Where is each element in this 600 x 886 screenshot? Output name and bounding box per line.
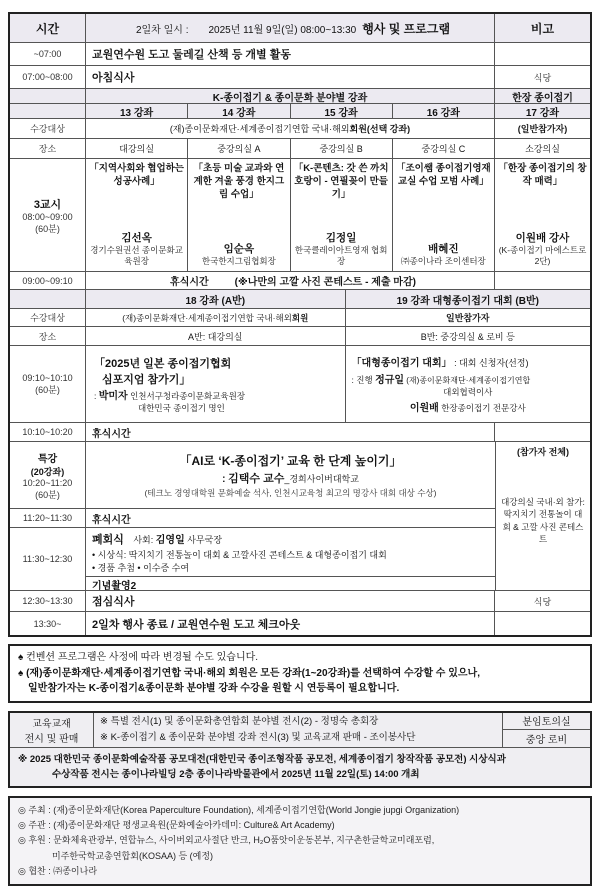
- section1-title: K-종이접기 & 종이문화 분야별 강좌: [86, 89, 495, 103]
- section2-time-empty: [10, 290, 86, 308]
- break1-contest-deadline: (※나만의 고깔 사진 콘테스트 - 제출 마감): [234, 277, 416, 288]
- seminar-duration: (60분): [35, 384, 60, 395]
- closing-cell: [86, 528, 495, 590]
- break2-time: 10:10~10:20: [10, 423, 86, 441]
- special-note-body: 대강의실 국내·외 참가: 딱지치기 전통놀이 대회 & 고깔 사진 콘테스트: [501, 497, 585, 544]
- lecture-14-header: 14 강좌: [188, 104, 290, 118]
- program-header-title: 행사 및 프로그램: [362, 21, 451, 36]
- lecture-13-speaker-block: [88, 228, 185, 267]
- lecture-14-speaker-block: [190, 239, 287, 267]
- class-b-host2: 이원배: [409, 402, 439, 414]
- period3-label: 3교시: [33, 198, 62, 211]
- table-header-row: [10, 14, 590, 42]
- period3-time-cell: [10, 159, 86, 271]
- special-label: 특강: [37, 453, 58, 465]
- row-closing: [10, 527, 495, 590]
- sponsor-line1: ◎ 후원 : 문화체육관광부, 연합뉴스, 사이버외교사절단 반크, H₂O품앗이운동본부, 지구촌한글학교미래포럼,: [18, 835, 435, 846]
- section2-audience-b: 일반참가자: [446, 313, 490, 323]
- lecture-17-cell: [495, 159, 590, 271]
- row-period3-lectures: [10, 158, 590, 271]
- class-b-host1-affil: (재)종이문화재단·세계종이접기연합: [404, 375, 531, 385]
- award-notice-line1: ※ 2025 대한민국 종이문화예술작품 공모대전(대한민국 종이조형작품 공모전, 세계종이접기 창작작품 공모전) 시상식과: [18, 753, 506, 765]
- place-14: 중강의실 A: [188, 139, 290, 158]
- special-speaker: 김택수 교수: [228, 472, 285, 485]
- lecture-15-speaker-block: [293, 228, 390, 267]
- row-section1-place: [10, 138, 590, 158]
- closing-title: 폐회식: [92, 534, 124, 546]
- closing-time: 11:30~12:30: [10, 528, 86, 590]
- section2-audience-a-bold: 회원: [291, 312, 309, 323]
- special-time: 10:20~11:20: [22, 477, 73, 488]
- photo-session-row: [86, 576, 495, 590]
- lunch-time: 12:30~13:30: [10, 591, 86, 611]
- lecture-14-affiliation: 한국한지그림협회장: [201, 255, 276, 266]
- audience-members-text: (재)종이문화재단·세계종이접기연합 국내·해외: [169, 124, 350, 134]
- event-datetime: 2025년 11월 9일(일) 08:00~13:30: [208, 24, 357, 36]
- class-b-program-cell: [346, 346, 590, 422]
- walk-note: [495, 43, 590, 65]
- row-morning-walk: [10, 42, 590, 65]
- row-section1-title: [10, 88, 590, 103]
- row-section1-audience: [10, 118, 590, 138]
- class-b-title: 「대형종이접기 대회」: [351, 357, 452, 369]
- class-a-title-line2: 심포지엄 참가기」: [102, 373, 191, 386]
- row-break-1120: [10, 508, 495, 527]
- lecture-numbers-time-empty: [10, 104, 86, 118]
- lecture-13-affiliation: 경기수원권선 종이문화교육원장: [90, 244, 183, 266]
- special-note-merged-cell: [495, 442, 590, 590]
- section1-title-right: 한장 종이접기: [512, 92, 573, 103]
- special-speaker-affil: _경희사이버대학교: [284, 473, 359, 484]
- row-section2-header: [10, 289, 590, 308]
- special-lecture-title: 「AI로 ‘K-종이접기’ 교육 한 단계 높이기」: [179, 453, 402, 468]
- special-note-top: (참가자 전체): [517, 447, 569, 457]
- lecture-17-title: 「한장 종이접기의 창작 매력」: [498, 163, 587, 187]
- row-section2-place: [10, 326, 590, 345]
- schedule-table: [8, 12, 592, 637]
- class-a-program-cell: [86, 346, 346, 422]
- lecture-15-speaker: 김정일: [325, 231, 357, 244]
- audience-label: 수강대상: [10, 119, 86, 138]
- lecture-16-speaker: 배혜진: [428, 242, 459, 255]
- lecture-14-cell: [188, 159, 290, 271]
- section2-place-a: A반: 대강의실: [86, 327, 346, 345]
- lecture-13-cell: [86, 159, 188, 271]
- break2-label: 휴식시간: [86, 423, 495, 441]
- end-label: 2일차 행사 종료 / 교원연수원 도고 체크아웃: [86, 612, 495, 635]
- exhibit-box: [8, 711, 592, 788]
- organizer-box: [8, 796, 592, 886]
- place-15: 중강의실 B: [291, 139, 393, 158]
- lecture-15-header: 15 강좌: [291, 104, 393, 118]
- lecture-16-speaker-block: [395, 239, 492, 267]
- lunch-location: 식당: [533, 596, 552, 607]
- class-b-host1-line: [352, 371, 584, 386]
- class-b-title-line: [352, 353, 584, 371]
- host-line: ◎ 주최 : (재)종이문화재단(Korea Paperculture Foundation), 세계종이접기연합(World Jongie jupgi Organization): [18, 804, 460, 815]
- special-block: [10, 441, 590, 590]
- photo-session-label: 기념촬영2: [92, 581, 137, 590]
- support-line: ◎ 협찬 : ㈜종이나라: [18, 866, 98, 877]
- schedule-page: [8, 0, 592, 886]
- special-speaker-line: [86, 469, 495, 487]
- award-notice-line2: 수상작품 전시는 종이나라빌딩 2층 종이나라박물관에서 2025년 11월 22일(토) 14:00 개최: [52, 768, 420, 780]
- breakfast-label: 아침식사: [86, 66, 495, 88]
- class-b-host1-prefix: : 진행: [351, 374, 376, 385]
- day-label: 2일차 일시 :: [135, 24, 189, 36]
- break1-time: 09:00~09:10: [10, 272, 86, 289]
- breakfast-location: 식당: [533, 72, 552, 83]
- exhibit-main-cell: [94, 713, 502, 747]
- lecture-15-title: 「K-콘텐츠: 갓 쓴 까치 호랑이 - 연필꽂이 만들기」: [293, 163, 389, 200]
- sponsor-line2: 미주한국학교총연합회(KOSAA) 등 (예정): [52, 850, 214, 861]
- exhibit-location-cell: [502, 713, 590, 747]
- special-label2: (20강좌): [30, 466, 65, 477]
- class-a-colon: :: [94, 390, 99, 401]
- lecture-16-affiliation: ㈜종이나라 조이센터장: [400, 255, 486, 266]
- seminar-time-cell: [10, 346, 86, 422]
- section2-audience-a-text: (재)종이문화재단·세계종이접기연합 국내·해외: [122, 312, 292, 323]
- section2-class-a-header: 18 강좌 (A반): [86, 290, 346, 308]
- seminar-time: 09:10~10:10: [22, 372, 73, 383]
- lecture-15-affiliation: 한국클레이아트영재 협회장: [294, 244, 388, 266]
- organizer-line: ◎ 주관 : (재)종이문화재단 평생교육원(문화예술아카데미: Culture& Art Academy): [18, 820, 335, 831]
- row-break-1010: [10, 422, 590, 441]
- exhibit-row: [10, 713, 590, 748]
- note-change: ♠ 컨벤션 프로그램은 사정에 따라 변경될 수도 있습니다.: [18, 652, 259, 663]
- lunch-label: 점심식사: [86, 591, 495, 611]
- exhibit-label-line1: 교육교재: [32, 718, 71, 730]
- audience-members-bold: 회원(선택 강좌): [349, 124, 411, 134]
- exhibit-item1: ※ 특별 전시(1) 및 종이문화총연합회 분야별 전시(2) - 정명숙 총회장: [100, 716, 379, 728]
- row-section2-audience: [10, 308, 590, 326]
- class-b-host1: 정규일: [375, 374, 405, 386]
- row-lunch: [10, 590, 590, 611]
- row-end: [10, 611, 590, 635]
- class-a-speaker-affil2: 대한민국 종이접기 명인: [138, 402, 225, 413]
- closing-bullet-prizes: • 경품 추첨 • 이수증 수여: [92, 563, 190, 573]
- lecture-13-title: 「지역사회와 협업하는 성공사례」: [89, 163, 184, 187]
- notes-box: [8, 644, 592, 703]
- closing-mc-prefix: 사회:: [133, 535, 156, 545]
- class-a-speaker-affil: 인천서구청라종이문화교육원장: [127, 390, 246, 401]
- special-duration: (60분): [35, 489, 60, 500]
- row-break-0900: [10, 271, 590, 289]
- award-notice: [10, 748, 590, 786]
- break3-label: 휴식시간: [92, 514, 131, 526]
- place-13: 대강의실: [86, 139, 188, 158]
- lecture-13-header: 13 강좌: [86, 104, 188, 118]
- audience-general: (일반참가자): [517, 124, 568, 134]
- special-lecture-cell: [86, 442, 495, 508]
- break2-note: [495, 423, 590, 441]
- lecture-14-speaker: 임순옥: [223, 242, 255, 255]
- lecture-13-speaker: 김선옥: [121, 231, 152, 244]
- class-b-host2-line: [352, 398, 584, 416]
- lecture-17-speaker: 이원배 강사: [515, 231, 570, 244]
- walk-activity: 교원연수원 도고 둘레길 산책 등 개별 활동: [86, 43, 495, 65]
- exhibit-location1: 분임토의실: [503, 713, 590, 731]
- class-a-speaker-line: [94, 387, 337, 402]
- lecture-16-title: 「조이쌤 종이접기영재 교실 수업 모범 사례」: [396, 163, 491, 187]
- closing-bullet-awards: • 시상식: 딱지치기 전통놀이 대회 & 고깔사진 콘테스트 & 대형종이접기 대회: [92, 550, 387, 560]
- place-label: 장소: [10, 139, 86, 158]
- note-members-line1: ♠ (재)종이문화재단·세계종이접기연합 국내·해외 회원은 모든 강좌(1~20강좌)를 선택하여 수강할 수 있으나,: [18, 667, 481, 679]
- lecture-15-cell: [291, 159, 393, 271]
- class-b-host2-affil: 한장종이접기 전문강사: [438, 402, 526, 413]
- closing-title-line: [92, 530, 489, 548]
- break1-cell: [86, 272, 495, 289]
- note-column-header: 비고: [530, 21, 555, 36]
- section1-time-empty: [10, 89, 86, 103]
- section2-class-b-header: 19 강좌 대형종이접기 대회 (B반): [396, 295, 539, 307]
- special-speaker-desc: (테크노 경영대학원 문화예술 석사, 인천시교육청 최고의 명강사 대회 대상 수상): [144, 487, 437, 498]
- section2-place-label: 장소: [10, 327, 86, 345]
- exhibit-item2: ※ K-종이접기 & 종이문화 분야별 강좌 전시(3) 및 교육교재 판매 - 조이봉사단: [100, 731, 416, 743]
- special-time-cell: [10, 442, 86, 508]
- place-17: 소강의실: [525, 144, 560, 154]
- class-a-speaker: 박미자: [98, 390, 128, 402]
- section2-audience-label: 수강대상: [10, 309, 86, 326]
- lecture-14-title: 「초등 미술 교과와 연계한 겨울 풍경 한지그림 수업」: [193, 163, 285, 200]
- period3-time: 08:00~09:00: [22, 211, 73, 222]
- breakfast-time: 07:00~08:00: [10, 66, 86, 88]
- closing-main: [86, 528, 495, 576]
- audience-members: [86, 119, 495, 138]
- lecture-16-header: 16 강좌: [393, 104, 495, 118]
- row-special-lecture: [10, 442, 495, 508]
- section2-audience-a: [86, 309, 346, 326]
- break1-note: [495, 272, 590, 289]
- end-note: [495, 612, 590, 635]
- closing-mc-title: 사무국장: [184, 535, 223, 545]
- lecture-16-cell: [393, 159, 495, 271]
- exhibit-label-line2: 전시 및 판매: [24, 733, 79, 745]
- program-header-cell: [86, 14, 495, 42]
- lecture-17-speaker-block: [497, 228, 588, 267]
- place-16: 중강의실 C: [393, 139, 495, 158]
- walk-time: ~07:00: [10, 43, 86, 65]
- time-column-header: 시간: [10, 14, 86, 42]
- lecture-17-header: 17 강좌: [525, 107, 560, 118]
- period3-duration: (60분): [35, 223, 60, 234]
- special-speaker-colon: :: [222, 473, 229, 485]
- row-breakfast: [10, 65, 590, 88]
- class-b-title-rest: : 대회 신청자(선정): [451, 357, 529, 368]
- note-members-line2: 일반참가자는 K-종이접기&종이문화 분야별 강좌 수강을 원할 시 연등록이 필요합니다.: [28, 683, 400, 694]
- exhibit-location2: 중앙 로비: [525, 734, 568, 746]
- closing-mc-name: 김영일: [155, 535, 185, 546]
- break1-label: 휴식시간: [170, 277, 209, 288]
- class-b-host1-affil2: 대외협력이사: [443, 386, 493, 397]
- row-lecture-numbers: [10, 103, 590, 118]
- section2-place-b: B반: 중강의실 & 로비 등: [420, 331, 515, 342]
- end-time: 13:30~: [10, 612, 86, 635]
- exhibit-label-cell: [10, 713, 94, 747]
- class-a-title-line1: 「2025년 일본 종이접기협회: [94, 357, 232, 370]
- row-seminar-contest: [10, 345, 590, 422]
- lecture-17-affiliation: (K-종이접기 마에스트로 2단): [498, 244, 587, 266]
- break3-time: 11:20~11:30: [10, 509, 86, 527]
